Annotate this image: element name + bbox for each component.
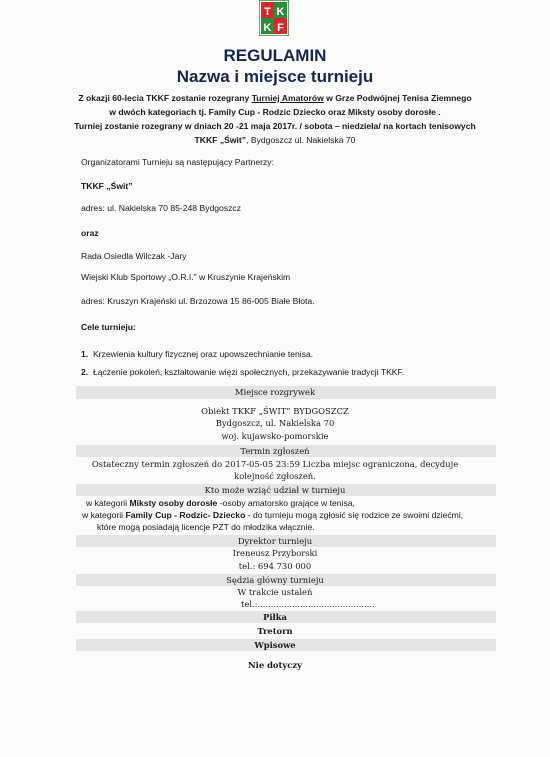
referee-name: W trakcie ustaleń [237, 587, 313, 597]
registration-line-2: kolejność zgłoszeń. [234, 471, 316, 481]
venue-line-1: Obiekt TKKF „ŚWIT” BYDGOSZCZ [201, 406, 349, 416]
participants-line-3: które mogą posiadają licencje PZT do młodzika włącznie. [97, 522, 315, 532]
page-title: REGULAMIN [223, 46, 327, 65]
intro-line-4: TKKF „Świt”, Bydgoszcz ul. Nakielska 70 [194, 135, 356, 145]
participants-line-1: w kategorii Miksty osoby dorosłe -osoby amatorsko grające w tenisa, [86, 498, 355, 508]
registration-heading: Termin zgłoszeń [240, 446, 310, 456]
director-name: Ireneusz Przyborski [232, 548, 318, 558]
logo-letter-1: T [264, 6, 271, 18]
venue-line-2: Bydgoszcz, ul. Nakielska 70 [215, 418, 335, 428]
goal-item: 1. Krzewienia kultury fizycznej oraz upowszechnianie tenisa. [81, 349, 314, 359]
venue-line-3: woj. kujawsko-pomorskie [221, 431, 329, 441]
fee-heading: Wpisowe [254, 640, 296, 650]
participants-heading: Kto może wziąć udział w turnieju [204, 485, 346, 495]
organizers-and: oraz [81, 228, 99, 238]
organizer-1-address: adres: ul. Nakielska 70 85-248 Bydgoszcz [81, 203, 242, 213]
ball-value: Tretorn [257, 626, 293, 636]
director-phone: tel.: 694 730 000 [238, 561, 312, 571]
organizer-1-name: TKKF „Świt” [81, 181, 133, 191]
page-subtitle: Nazwa i miejsce turnieju [176, 67, 374, 86]
intro-line-1: Z okazji 60-lecia TKKF zostanie rozegrany Turniej Amatorów w Grze Podwójnej Tenisa Ziemnego [78, 93, 472, 103]
organizers-heading: Organizatorami Turnieju są następujący Partnerzy: [81, 157, 274, 167]
goals-heading: Cele turnieju: [81, 322, 136, 332]
director-heading: Dyrektor turnieju [237, 536, 313, 546]
referee-phone: tel.:............................................ [241, 599, 375, 609]
tkkf-logo [259, 0, 289, 36]
intro-line-2: w dwóch kategoriach tj. Family Cup - Rodzic Dziecko oraz Miksty osoby dorosłe . [109, 107, 441, 117]
logo-letter-4: F [277, 22, 284, 34]
referee-heading: Sędzia główny turnieju [226, 575, 324, 585]
fee-value: Nie dotyczy [248, 660, 302, 670]
venue-heading: Miejsce rozgrywek [234, 387, 316, 397]
organizer-2-name: Rada Osiedla Wilczak -Jary [81, 251, 187, 261]
organizer-3-name: Wiejski Klub Sportowy „O.R.I.” w Kruszynie Krajeńskim [81, 272, 291, 282]
organizer-3-address: adres: Kruszyn Krajeński ul. Brzozowa 15 86-005 Białe Błota. [81, 296, 315, 306]
logo-letter-3: K [263, 22, 272, 34]
registration-line-1: Ostateczny termin zgłoszeń do 2017-05-05 23:59 Liczba miejsc ograniczona, decyduje [91, 459, 459, 469]
goal-item: 2. Łączenie pokoleń, kształtowanie więzi społecznych, przekazywanie tradycji TKKF. [81, 367, 405, 377]
logo-letter-2: K [276, 6, 285, 18]
ball-heading: Piłka [263, 612, 287, 622]
participants-line-2: w kategorii Family Cup - Rodzic- Dziecko - do turnieju mogą zgłosić się rodzice ze swoimi dziećmi, [82, 510, 464, 520]
intro-line-3: Turniej zostanie rozegrany w dniach 20 -21 maja 2017r. / sobota – niedziela/ na kortach tenisowych [74, 121, 476, 131]
tournament-name: Turniej Amatorów [251, 93, 324, 103]
